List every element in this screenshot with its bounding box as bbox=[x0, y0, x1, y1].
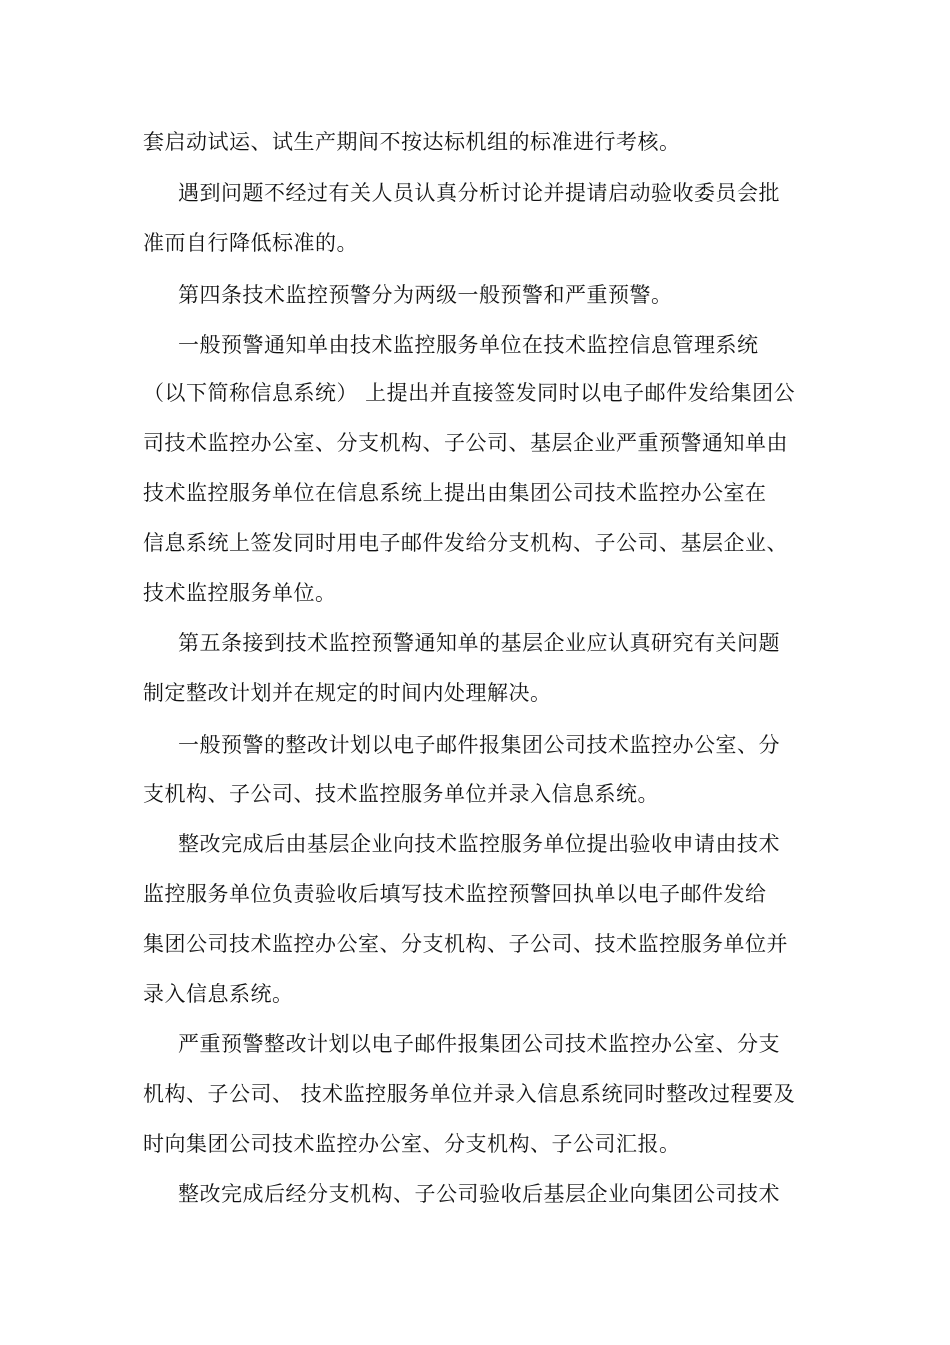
text-line: 时向集团公司技术监控办公室、分支机构、子公司汇报。 bbox=[143, 1132, 681, 1156]
text-line: 准而自行降低标准的。 bbox=[143, 231, 358, 255]
text-line: 整改完成后由基层企业向技术监控服务单位提出验收申请由技术 bbox=[178, 832, 780, 856]
text-line: 司技术监控办公室、分支机构、子公司、基层企业严重预警通知单由 bbox=[143, 431, 788, 455]
text-line: 机构、子公司、 技术监控服务单位并录入信息系统同时整改过程要及 bbox=[143, 1082, 796, 1106]
text-line: 第四条技术监控预警分为两级一般预警和严重预警。 bbox=[178, 283, 673, 307]
text-line: 套启动试运、试生产期间不按达标机组的标准进行考核。 bbox=[143, 130, 681, 154]
text-line: 第五条接到技术监控预警通知单的基层企业应认真研究有关问题 bbox=[178, 631, 780, 655]
text-line: 整改完成后经分支机构、子公司验收后基层企业向集团公司技术 bbox=[178, 1182, 780, 1206]
text-line: 制定整改计划并在规定的时间内处理解决。 bbox=[143, 681, 552, 705]
text-line: （以下简称信息系统） 上提出并直接签发同时以电子邮件发给集团公 bbox=[143, 381, 796, 405]
text-line: 严重预警整改计划以电子邮件报集团公司技术监控办公室、分支 bbox=[178, 1032, 780, 1056]
text-line: 遇到问题不经过有关人员认真分析讨论并提请启动验收委员会批 bbox=[178, 181, 780, 205]
text-line: 信息系统上签发同时用电子邮件发给分支机构、子公司、基层企业、 bbox=[143, 531, 788, 555]
text-line: 监控服务单位负责验收后填写技术监控预警回执单以电子邮件发给 bbox=[143, 882, 767, 906]
text-line: 集团公司技术监控办公室、分支机构、子公司、技术监控服务单位并 bbox=[143, 932, 788, 956]
text-line: 技术监控服务单位在信息系统上提出由集团公司技术监控办公室在 bbox=[143, 481, 767, 505]
text-line: 一般预警通知单由技术监控服务单位在技术监控信息管理系统 bbox=[178, 333, 759, 357]
text-line: 技术监控服务单位。 bbox=[143, 581, 337, 605]
text-line: 录入信息系统。 bbox=[143, 982, 294, 1006]
text-line: 支机构、子公司、技术监控服务单位并录入信息系统。 bbox=[143, 782, 659, 806]
text-line: 一般预警的整改计划以电子邮件报集团公司技术监控办公室、分 bbox=[178, 733, 780, 757]
